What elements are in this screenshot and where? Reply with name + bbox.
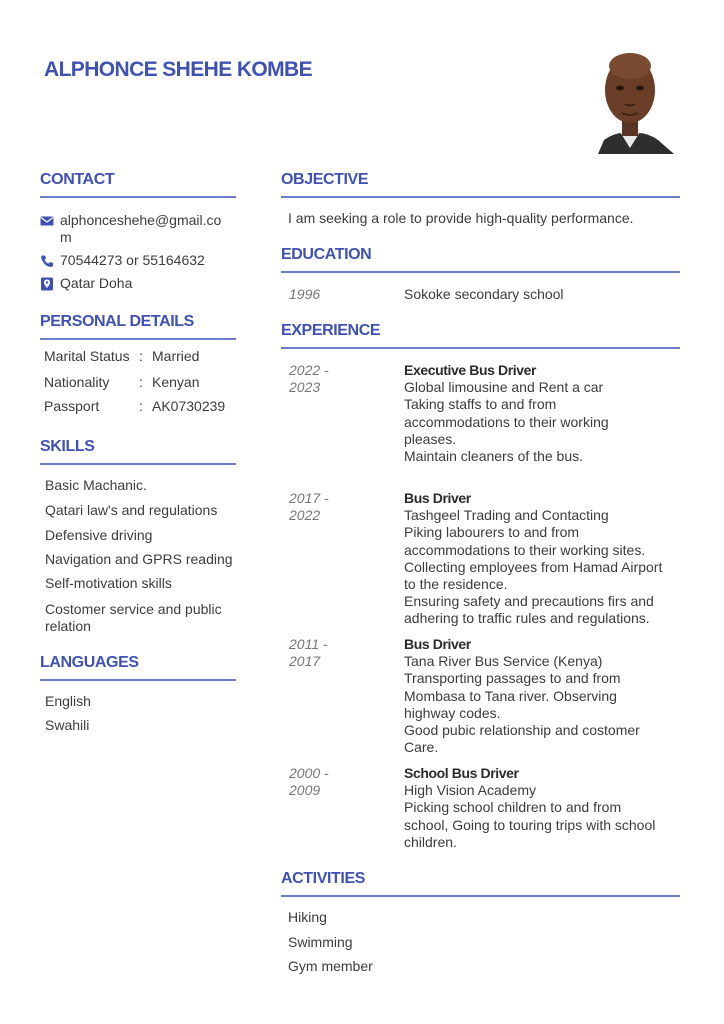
phone-icon: [40, 254, 54, 268]
section-heading-languages: LANGUAGES: [40, 654, 139, 671]
language-item: Swahili: [45, 717, 90, 733]
activity-item: Swimming: [288, 934, 353, 950]
experience-entry: [404, 765, 680, 851]
personal-label: Passport: [44, 398, 100, 414]
language-item: English: [45, 693, 91, 709]
experience-description: Tashgeel Trading and Contacting Piking labourers to and from accommodations to their working sites. Collecting employees from Hamad Airport to the residence. Ensuring safety and precautions firs and adhering to traffic rules and regulations.: [404, 507, 663, 627]
section-divider: [40, 338, 236, 340]
section-divider: [281, 271, 680, 273]
section-heading-activities: ACTIVITIES: [281, 870, 366, 887]
contact-phone[interactable]: 70544273 or 55164632: [60, 252, 205, 268]
experience-years: 2000 - 2009: [289, 765, 329, 798]
personal-value: AK0730239: [152, 398, 226, 414]
experience-years: 2011 - 2017: [289, 636, 328, 669]
section-heading-experience: EXPERIENCE: [281, 322, 381, 339]
personal-separator: :: [139, 374, 143, 390]
skill-item: Qatari law's and regulations: [45, 502, 218, 518]
experience-role: School Bus Driver: [404, 765, 519, 781]
personal-value: Married: [152, 348, 200, 364]
contact-location: Qatar Doha: [60, 275, 133, 291]
personal-label: Nationality: [44, 374, 110, 390]
personal-separator: :: [139, 348, 143, 364]
location-pin-icon: [40, 277, 54, 291]
section-heading-contact: CONTACT: [40, 171, 115, 188]
envelope-icon: [40, 214, 54, 228]
experience-years: 2022 - 2023: [289, 362, 329, 395]
section-divider: [281, 347, 680, 349]
experience-entry: [404, 362, 680, 465]
candidate-name: ALPHONCE SHEHE KOMBE: [44, 58, 313, 81]
experience-description: Tana River Bus Service (Kenya) Transporting passages to and from Mombasa to Tana river. Observing highway codes. Good pubic relationship and costomer Care.: [404, 653, 640, 756]
experience-entry: [404, 636, 680, 756]
profile-photo: [584, 44, 676, 154]
activity-item: Gym member: [288, 958, 373, 974]
experience-description: High Vision Academy Picking school children to and from school, Going to touring trips with school children.: [404, 782, 656, 850]
skill-item: Basic Machanic.: [45, 477, 147, 493]
activity-item: Hiking: [288, 909, 327, 925]
section-heading-education: EDUCATION: [281, 246, 372, 263]
education-year: 1996: [289, 286, 321, 302]
experience-years: 2017 - 2022: [289, 490, 329, 523]
experience-description: Global limousine and Rent a car Taking staffs to and from accommodations to their working pleases. Maintain cleaners of the bus.: [404, 379, 609, 465]
section-divider: [40, 679, 236, 681]
education-school: Sokoke secondary school: [404, 286, 564, 302]
personal-label: Marital Status: [44, 348, 130, 364]
experience-role: Executive Bus Driver: [404, 362, 537, 378]
section-heading-objective: OBJECTIVE: [281, 171, 369, 188]
section-divider: [40, 463, 236, 465]
section-divider: [40, 196, 236, 198]
section-heading-skills: SKILLS: [40, 438, 95, 455]
skill-item: Defensive driving: [45, 527, 153, 543]
skill-item: Navigation and GPRS reading: [45, 551, 233, 567]
personal-value: Kenyan: [152, 374, 200, 390]
skill-item: Costomer service and public: [45, 601, 222, 617]
experience-role: Bus Driver: [404, 490, 471, 506]
skill-item: relation: [45, 618, 91, 634]
experience-role: Bus Driver: [404, 636, 471, 652]
section-heading-personal-details: PERSONAL DETAILS: [40, 313, 194, 330]
skill-item: Self-motivation skills: [45, 575, 172, 591]
objective-text: I am seeking a role to provide high-quality performance.: [288, 210, 634, 226]
experience-entry: [404, 490, 680, 628]
personal-separator: :: [139, 398, 143, 414]
section-divider: [281, 196, 680, 198]
contact-email-line[interactable]: alphonceshehe@gmail.co: [60, 212, 222, 228]
section-divider: [281, 895, 680, 897]
contact-email-line[interactable]: m: [60, 229, 72, 245]
